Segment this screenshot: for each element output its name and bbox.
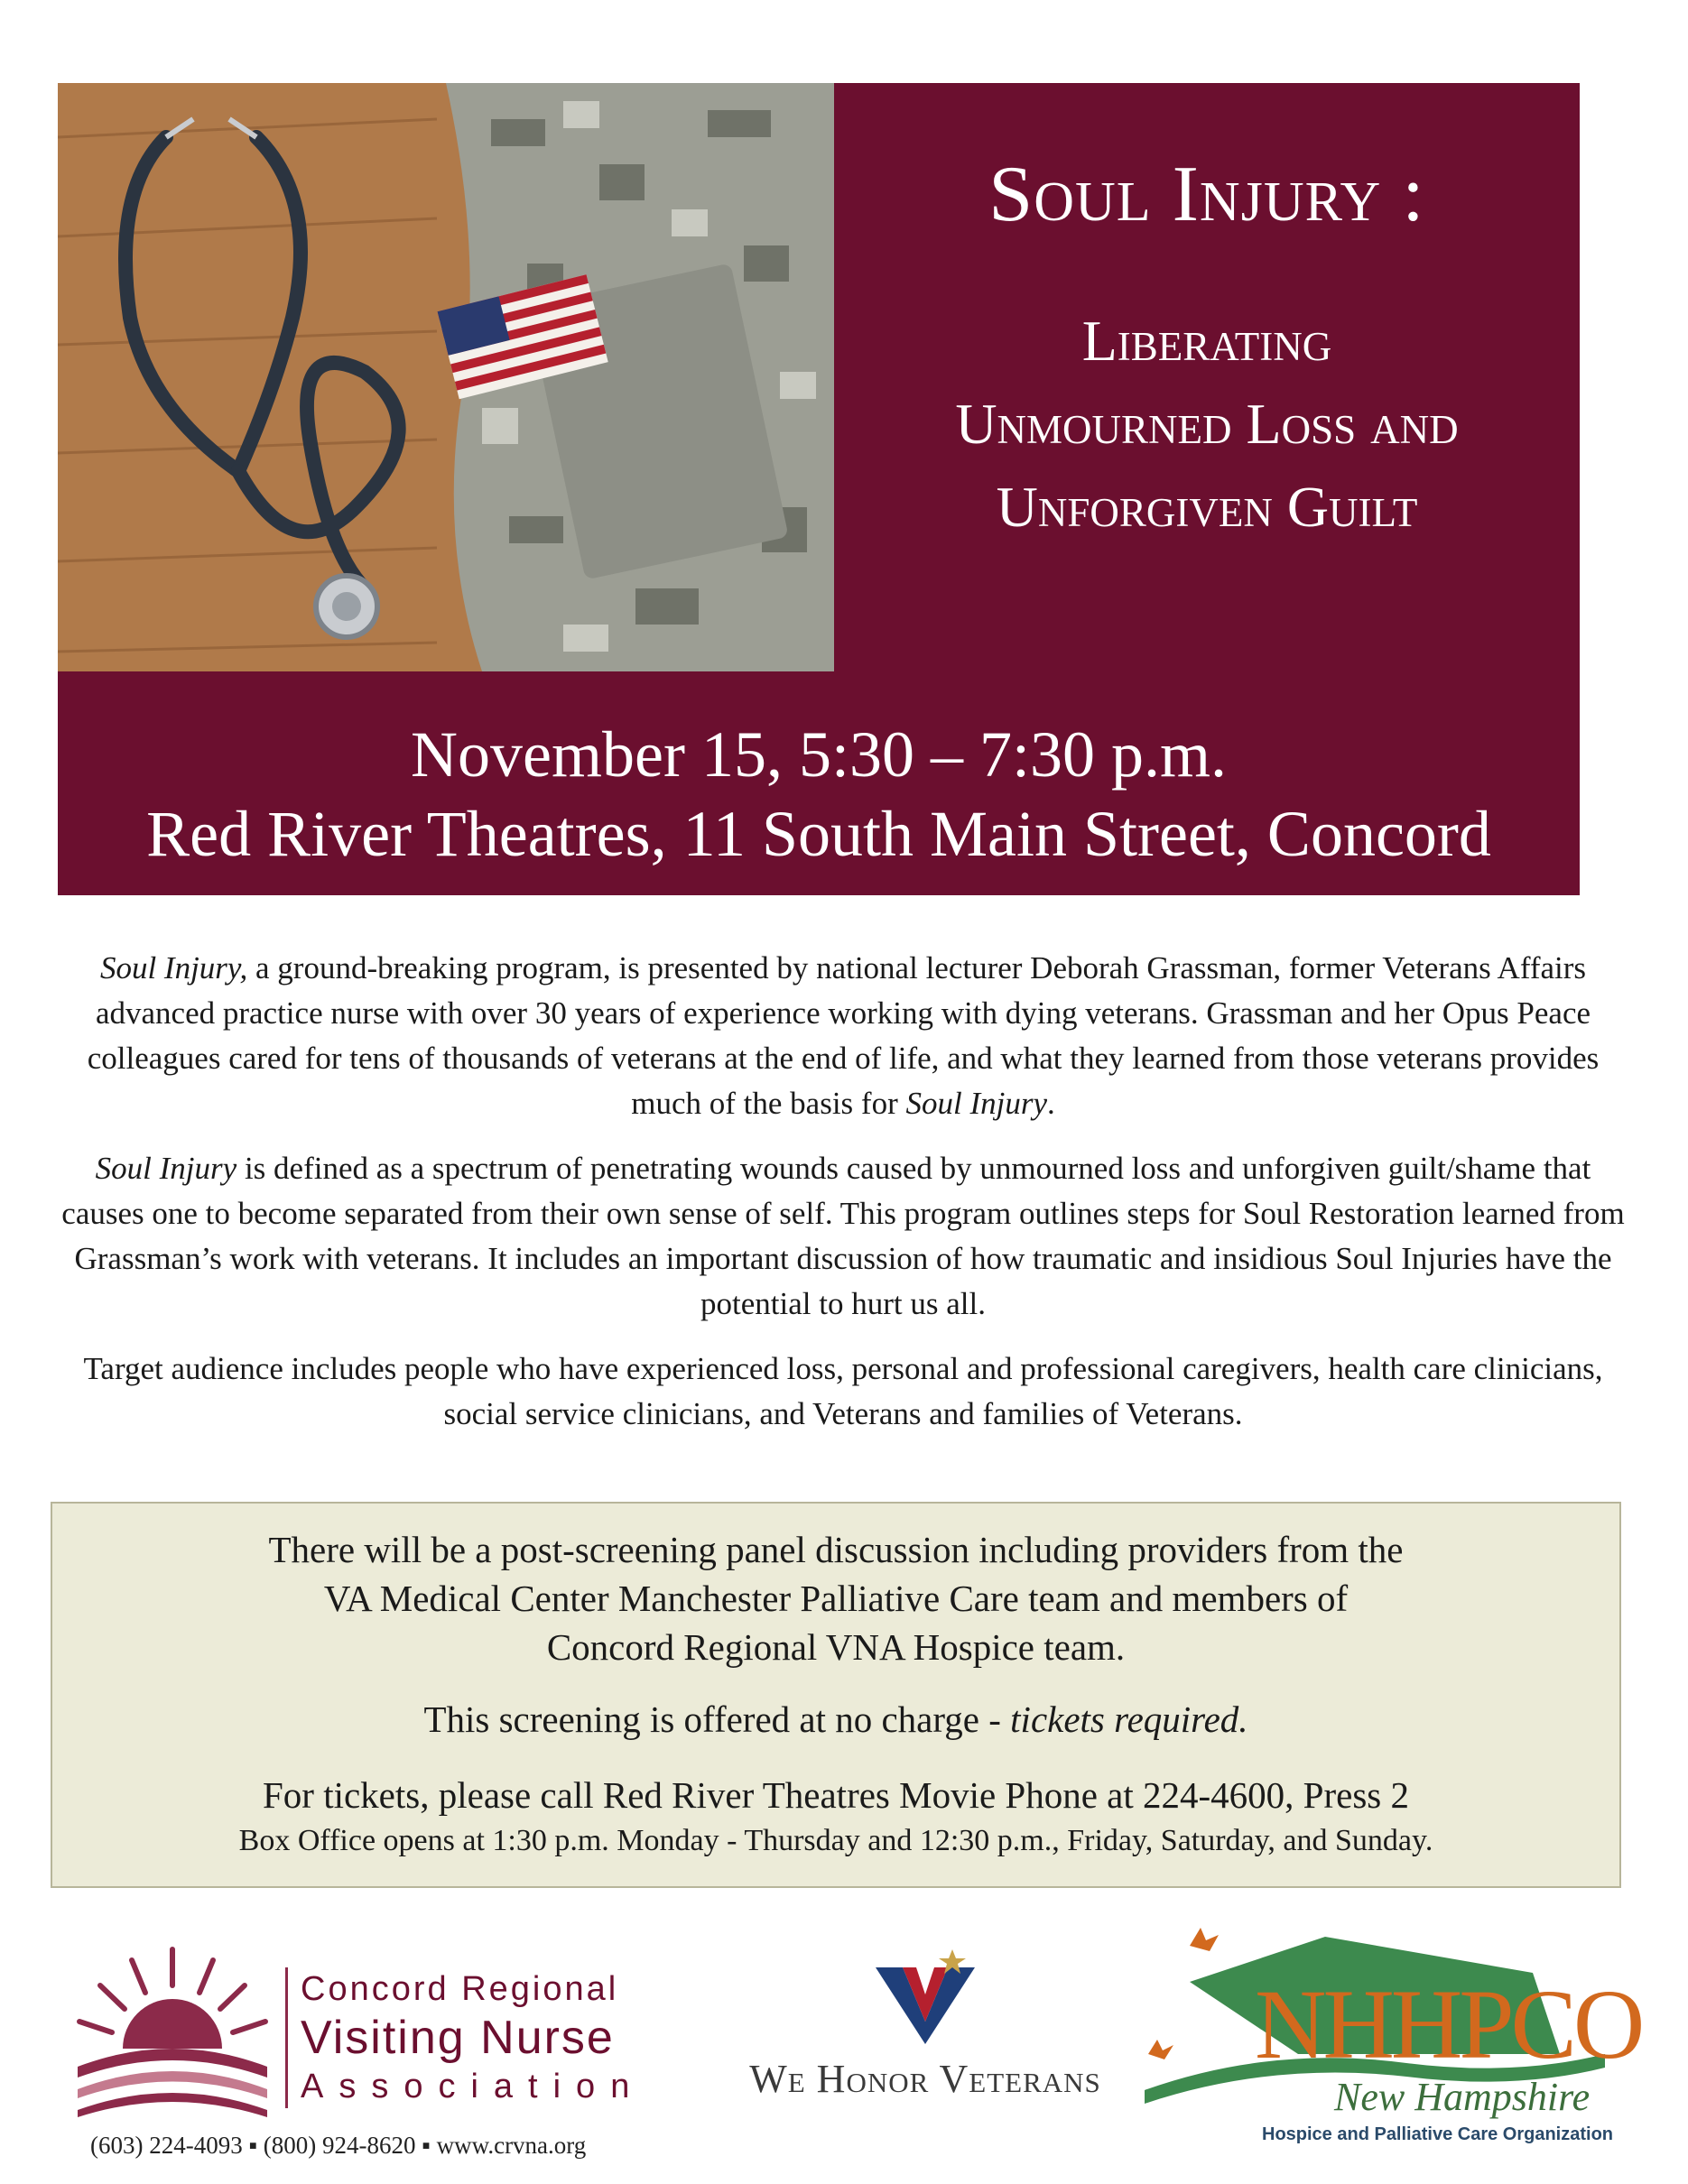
nhhpco-subtitle: Hospice and Palliative Care Organization <box>1262 2124 1614 2144</box>
description-paragraph <box>58 1346 1628 1437</box>
panel-line: VA Medical Center Manchester Palliative Care team and members of <box>323 1578 1349 1619</box>
title-block <box>834 83 1580 671</box>
panel-line: Concord Regional VNA Hospice team. <box>546 1626 1126 1668</box>
event-date: November 15, 5:30 – 7:30 p.m. <box>411 718 1227 791</box>
description-paragraph <box>58 946 1628 1126</box>
emphasis-text: Soul Injury <box>905 1086 1047 1121</box>
paragraph-text: Target audience includes people who have experienced loss, personal and professional caregivers, health care clinicians, social service clinicians, and Veterans and families of Veterans. <box>83 1351 1603 1431</box>
ticket-info-box <box>51 1502 1621 1888</box>
emphasis-text: Soul Injury, <box>99 950 248 986</box>
crvna-line: Visiting Nurse <box>301 2012 615 2064</box>
stethoscope-camouflage-photo <box>58 83 834 671</box>
paragraph-text: is defined as a spectrum of penetrating wounds caused by unmourned loss and unforgiven guilt/shame that causes one to become separated from their own sense of self. This program outlines steps for Soul Restoration learned from Grassman’s work with veterans. It includes an important discussion of how traumatic and insidious Soul Injuries have the potential to hurt us all. <box>61 1151 1625 1321</box>
tickets-required-text: tickets required. <box>1010 1698 1248 1740</box>
panel-line: There will be a post-screening panel discussion including providers from the <box>268 1529 1404 1570</box>
description-paragraph <box>58 1146 1628 1327</box>
subtitle-line: Unmourned Loss and <box>955 392 1459 456</box>
subtitle-line: Unforgiven Guilt <box>996 475 1418 539</box>
event-info <box>58 715 1580 874</box>
no-charge-note <box>52 1695 1619 1744</box>
sunrise-icon <box>69 1931 276 2130</box>
nhhpco-logo <box>1136 1919 1642 2171</box>
crvna-contact: (603) 224-4093 ▪ (800) 924-8620 ▪ www.crvna.org <box>90 2132 587 2159</box>
box-office-hours: Box Office opens at 1:30 p.m. Monday - Thursday and 12:30 p.m., Friday, Saturday, and Sunday. <box>238 1824 1433 1857</box>
charge-text: This screening is offered at no charge - <box>423 1698 1011 1740</box>
crvna-name <box>285 1967 645 2108</box>
whv-name: We Honor Veterans <box>749 2057 1101 2101</box>
emphasis-text: Soul Injury <box>95 1151 237 1186</box>
crvna-line: Concord Regional <box>301 1970 619 2008</box>
photo-illustration <box>58 83 834 671</box>
paragraph-text: . <box>1047 1086 1055 1121</box>
nhhpco-letters: NHHPCO <box>1255 1969 1642 2079</box>
event-location: Red River Theatres, 11 South Main Street, Concord <box>146 798 1491 870</box>
ticket-phone-info: For tickets, please call Red River Theatres Movie Phone at 224-4600, Press 2 <box>263 1774 1409 1816</box>
header-banner <box>58 83 1580 895</box>
nhhpco-state: New Hampshire <box>1334 2075 1591 2119</box>
subtitle-line: Liberating <box>1081 309 1332 373</box>
page-title: Soul Injury : <box>988 151 1425 238</box>
paragraph-text: a ground-breaking program, is presented by national lecturer Deborah Grassman, former Veterans Affairs advanced practice nurse with over 30 years of experience working with dying veterans. Grassman and her Opus Peace colleagues cared for tens of thousands of veterans at the end of life, and what they learned from those veterans provides much of the basis for <box>87 950 1600 1121</box>
we-honor-veterans-logo <box>713 1949 1137 2130</box>
crvna-line: Association <box>301 2068 645 2105</box>
page-subtitle <box>834 300 1580 549</box>
panel-discussion-note <box>52 1525 1619 1671</box>
crvna-logo <box>69 1922 719 2166</box>
v-chevron-icon <box>867 1949 984 2049</box>
program-description <box>58 946 1628 1457</box>
